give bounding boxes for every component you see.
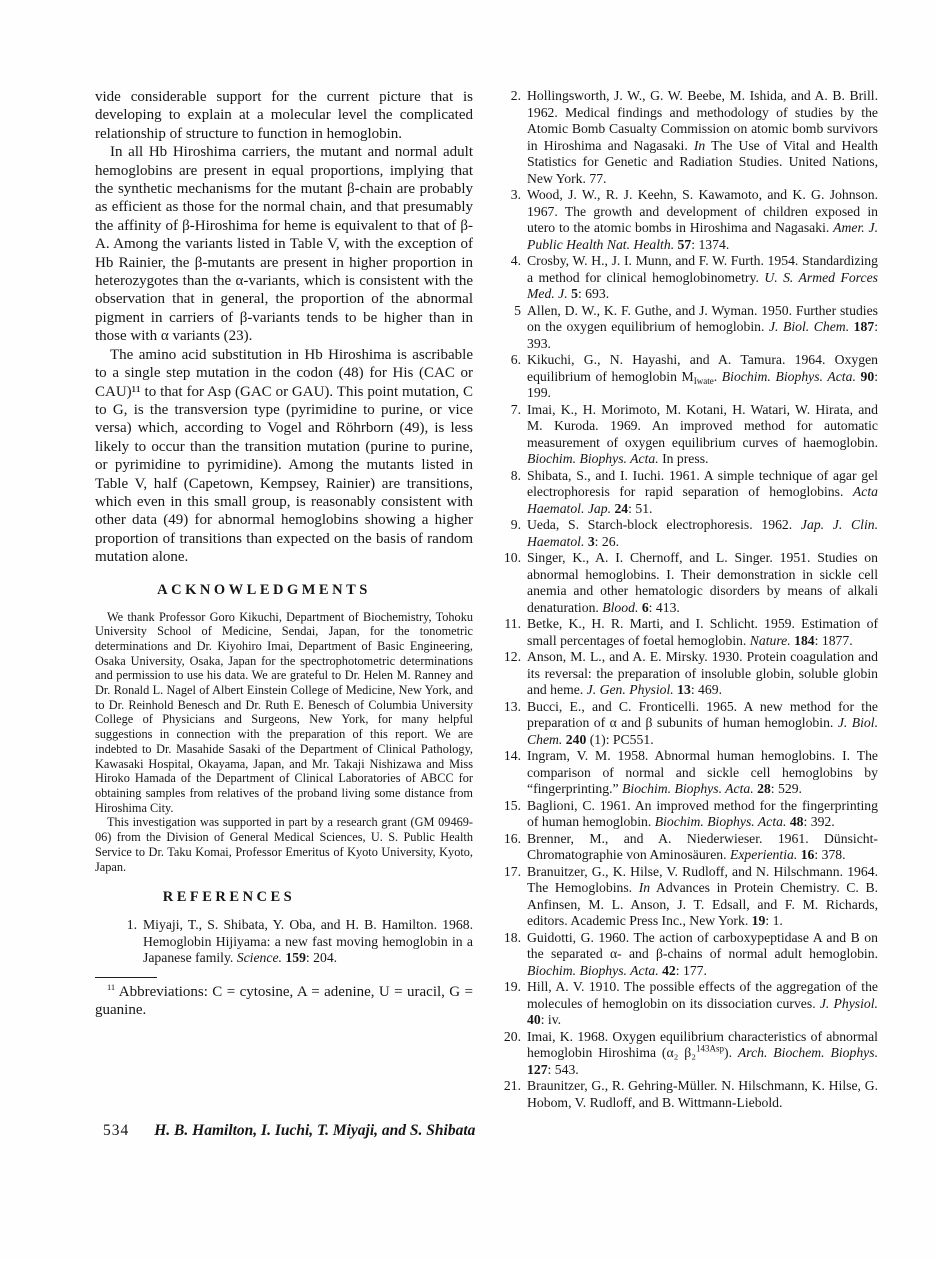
reference-number: 19.: [503, 979, 521, 994]
reference-text: Braunitzer, G., R. Gehring-Müller. N. Hilschmann, K. Hilse, G. Hobom, V. Rudloff, and B. Wittmann-Liebold.: [527, 1078, 878, 1110]
footnote: [95, 983, 473, 1020]
reference-number: 20.: [503, 1028, 521, 1044]
reference-text: Hollingsworth, J. W., G. W. Beebe, M. Ishida, and A. B. Brill. 1962. Medical findings and methodology of studies by the Atomic Bomb Casualty Commission on atomic bomb survivors in Hiroshima and Nagasaki. In The Use of Vital and Health Statistics for Genetic and Radiation Studies. United Nations, New York. 77.: [527, 88, 878, 186]
body-paragraph: The amino acid substitution in Hb Hiroshima is ascribable to a single step mutation in the codon (48) for His (CAC or CAU)¹¹ to that for Asp (GAC or GAU). This point mutation, C to G, is the transversion type (pyrimidine to purine, or vice versa) which, according to Vogel and Röhrborn (49), is less likely to occur than the transition mutation (purine to purine, or pyrimidine to pyrimidine). Among the mutants listed in Table V, half (Capetown, Kempsey, Rainier) are transitions, which even in this small group, is reasonably consistent with other data (49) for abnormal hemoglobins showing a higher proportion of transitions than expected on the basis of random mutation alone.: [95, 346, 473, 566]
reference-number: 10.: [503, 550, 521, 565]
reference-item: [500, 699, 878, 749]
reference-text: Betke, K., H. R. Marti, and I. Schlicht. 1959. Estimation of small percentages of foetal hemoglobin. Nature. 184: 1877.: [527, 616, 878, 648]
reference-item: [500, 748, 878, 798]
reference-item: [500, 303, 878, 353]
reference-number: 17.: [503, 863, 521, 879]
reference-item: [500, 468, 878, 518]
reference-text: Ingram, V. M. 1958. Abnormal human hemoglobins. I. The comparison of normal and sickle cell hemoglobins by “fingerprinting.” Biochim. Biophys. Acta. 28: 529.: [527, 748, 878, 796]
acknowledgments-paragraph: We thank Professor Goro Kikuchi, Department of Biochemistry, Tohoku University School of Medicine, Sendai, Japan, for the tonometric determinations and Dr. Kiyohiro Imai, Department of Basic Engineering, Osaka University, Osaka, Japan for the spectrophotometric determinations and permission to use his data. We are grateful to Dr. Helen M. Ranney and Dr. Ronald L. Nagel of Albert Einstein College of Medicine, New York, and to Dr. Reinhold Benesch and Dr. Ruth E. Benesch of Columbia University College of Physicians and Surgeons, New York, for many helpful suggestions in connection with the preparation of this report. We are indebted to Dr. Masahide Sasaki of the Department of Clinical Pathology, Kawasaki Hospital, Okayama, Japan, and Mr. Takaji Nishizawa and Miss Hiroko Hamada of the Department of Clinical Laboratories of ABCC for obtaining samples from relatives of the proband living some distance from Hiroshima City.: [95, 609, 473, 815]
reference-item: [500, 649, 878, 699]
reference-item: [500, 616, 878, 649]
running-authors: H. B. Hamilton, I. Iuchi, T. Miyaji, and S. Shibata: [154, 1122, 476, 1139]
reference-number: 2.: [510, 88, 521, 103]
reference-text: Wood, J. W., R. J. Keehn, S. Kawamoto, and K. G. Johnson. 1967. The growth and development of children exposed in utero to the atomic bombs in Hiroshima and Nagasaki. Amer. J. Public Health Nat. Health. 57: 1374.: [527, 187, 878, 252]
reference-item: [500, 1029, 878, 1079]
reference-text: Guidotti, G. 1960. The action of carboxypeptidase A and B on the separated α- and β-chains of normal adult hemoglobin. Biochim. Biophys. Acta. 42: 177.: [527, 929, 878, 978]
reference-item: [500, 402, 878, 468]
reference-number: 9.: [510, 517, 521, 532]
right-column: [500, 88, 878, 1111]
reference-text: Baglioni, C. 1961. An improved method for the fingerprinting of human hemoglobin. Biochim. Biophys. Acta. 48: 392.: [527, 797, 878, 829]
reference-number: 16.: [503, 830, 521, 846]
references-heading: REFERENCES: [162, 889, 296, 906]
reference-number: 21.: [503, 1078, 521, 1093]
footnote-marker: 11: [107, 981, 116, 992]
reference-item: [500, 550, 878, 616]
reference-number: 12.: [503, 649, 521, 664]
page-footer: [103, 1122, 475, 1140]
reference-text: Kikuchi, G., N. Hayashi, and A. Tamura. 1964. Oxygen equilibrium of hemoglobin $M_{Iwate}$. Biochim. Biophys. Acta. 90: 199.: [527, 352, 879, 400]
reference-number: 11.: [504, 616, 521, 631]
reference-number: 18.: [503, 929, 521, 945]
reference-number: 4.: [510, 253, 521, 268]
reference-number: 6.: [510, 352, 521, 367]
reference-text: Anson, M. L., and A. E. Mirsky. 1930. Protein coagulation and its reversal: the preparation of insoluble globin, soluble globin and heme. J. Gen. Physiol. 13: 469.: [527, 649, 878, 697]
body-paragraph: In all Hb Hiroshima carriers, the mutant and normal adult hemoglobins are present in equal proportions, implying that the synthetic mechanisms for the mutant β-chain are probably as efficient as those for the normal chain, and that presumably the affinity of β-Hiroshima for heme is equivalent to that of β-A. Among the variants listed in Table V, with the exception of Hb Rainier, the β-mutants are present in higher proportion in heterozygotes than the α-variants, which is consistent with the observation that in general, the proportion of the abnormal pigment in carriers of β-variants tends to be higher than in those with α variants (23).: [95, 144, 473, 345]
reference-item: [500, 253, 878, 303]
reference-item: [500, 517, 878, 550]
page-number: 534: [103, 1122, 130, 1139]
reference-item: [500, 88, 878, 187]
reference-item: [500, 864, 878, 930]
reference-item: [500, 1078, 878, 1111]
reference-item: [500, 352, 878, 402]
reference-item: [500, 831, 878, 864]
reference-item: [500, 798, 878, 831]
reference-item: [500, 930, 878, 980]
reference-number: 7.: [510, 401, 521, 417]
reference-text: Ueda, S. Starch-block electrophoresis. 1962. Jap. J. Clin. Haematol. 3: 26.: [527, 517, 879, 549]
reference-item: [500, 979, 878, 1029]
reference-number: 15.: [503, 797, 521, 813]
reference-number: 1.: [126, 917, 137, 933]
reference-number: 14.: [503, 748, 521, 763]
reference-text: Bucci, E., and C. Fronticelli. 1965. A new method for the preparation of α and β subunits of human hemoglobin. J. Biol. Chem. 240 (1): PC551.: [527, 698, 878, 747]
reference-text: Brenner, M., and A. Niederwieser. 1961. Dünsicht-Chromatographie von Aminosäuren. Experientia. 16: 378.: [527, 830, 878, 862]
reference-text: Shibata, S., and I. Iuchi. 1961. A simple technique of agar gel electrophoresis for rapid separation of hemoglobins. Acta Haematol. Jap. 24: 51.: [527, 467, 878, 516]
body-paragraph: vide considerable support for the current picture that is developing to explain at a molecular level the complicated relationship of structure to function in hemoglobin.: [95, 89, 473, 142]
reference-text: Allen, D. W., K. F. Guthe, and J. Wyman. 1950. Further studies on the oxygen equilibrium of hemoglobin. J. Biol. Chem. 187: 393.: [527, 302, 878, 351]
reference-text: Singer, K., A. I. Chernoff, and L. Singer. 1951. Studies on abnormal hemoglobins. I. Their demonstration in sickle cell anemia and other hematologic disorders by means of alkali denaturation. Blood. 6: 413.: [527, 550, 878, 615]
reference-text: Imai, K. 1968. Oxygen equilibrium characteristics of abnormal hemoglobin Hiroshima (α₂ β₂$^{143Asp}$). Arch. Biochem. Biophys. 127: 543.: [527, 1028, 878, 1077]
reference-number: 8.: [510, 467, 521, 483]
acknowledgments-paragraph: This investigation was supported in part by a research grant (GM 09469-06) from the Division of General Medical Sciences, U. S. Public Health Service to Dr. Taku Komai, Professor Emeritus of Kyoto University, Kyoto, Japan.: [95, 815, 473, 874]
reference-text: Crosby, W. H., J. I. Munn, and F. W. Furth. 1954. Standardizing a method for clinical hemoglobinometry. U. S. Armed Forces Med. J. 5: 693.: [527, 253, 878, 301]
reference-number: 13.: [503, 698, 521, 714]
reference-item: [500, 187, 878, 253]
acknowledgments-section: [95, 610, 473, 875]
left-column: [95, 88, 473, 1020]
reference-text: Miyaji, T., S. Shibata, Y. Oba, and H. B. Hamilton. 1968. Hemoglobin Hijiyama: a new fast moving hemoglobin in a Japanese family. Science. 159: 204.: [143, 917, 473, 966]
reference-item: [116, 917, 473, 967]
reference-text: Hill, A. V. 1910. The possible effects of the aggregation of the molecules of hemoglobin on its dissociation curves. J. Physiol. 40: iv.: [527, 979, 878, 1027]
references-list-left: [116, 917, 473, 967]
reference-number: 5: [514, 302, 521, 318]
reference-text: Imai, K., H. Morimoto, M. Kotani, H. Watari, W. Hirata, and M. Kuroda. 1969. An improved method for automatic measurement of oxygen equilibrium curves of haemoglobin. Biochim. Biophys. Acta. In press.: [527, 401, 878, 466]
footnote-text: Abbreviations: C = cytosine, A = adenine, U = uracil, G = guanine.: [95, 983, 473, 1019]
reference-number: 3.: [510, 187, 521, 202]
footnote-rule: [95, 977, 157, 978]
reference-text: Branuitzer, G., K. Hilse, V. Rudloff, and N. Hilschmann. 1964. The Hemoglobins. In Advances in Protein Chemistry. C. B. Anfinsen, M. L. Anson, J. T. Edsall, and F. M. Richards, editors. Academic Press Inc., New York. 19: 1.: [527, 863, 878, 928]
acknowledgments-heading: ACKNOWLEDGMENTS: [157, 581, 371, 598]
